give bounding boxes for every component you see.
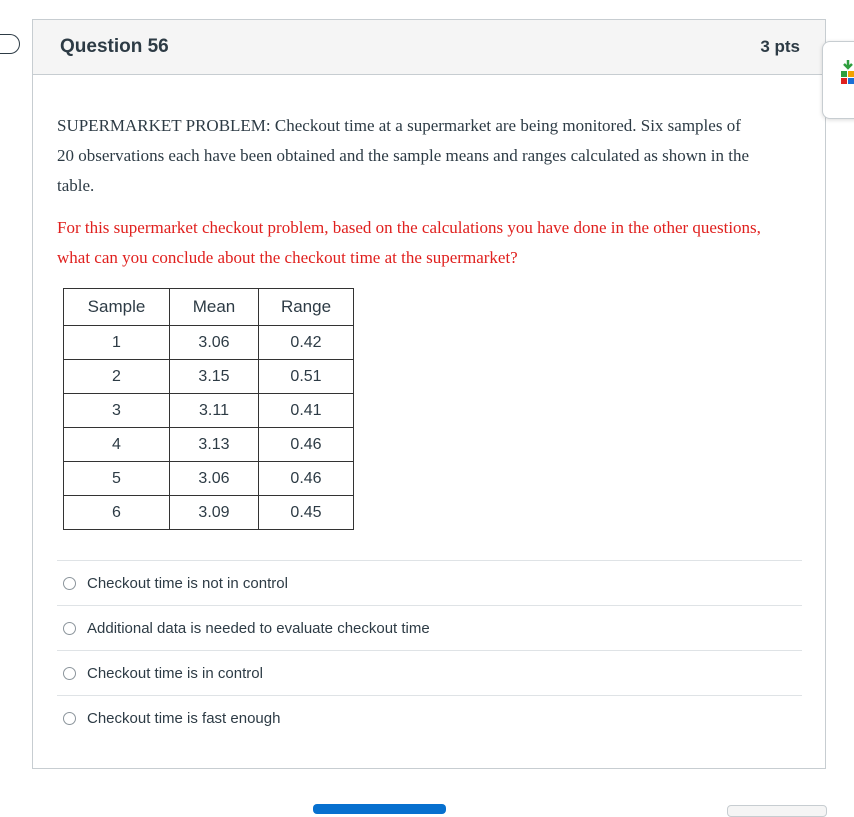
add-on-button[interactable] [822, 41, 854, 119]
question-points: 3 pts [760, 37, 800, 56]
question-title: Question 56 [60, 36, 169, 57]
column-header-range: Range [259, 289, 354, 326]
mean-cell: 3.09 [170, 496, 259, 530]
mean-cell: 3.06 [170, 326, 259, 360]
answer-list [57, 560, 802, 740]
answer-option-additional-data[interactable] [57, 605, 802, 650]
table-row [64, 394, 354, 428]
mean-cell: 3.13 [170, 428, 259, 462]
answer-option-fast-enough[interactable] [57, 695, 802, 740]
answer-label: Checkout time is not in control [87, 574, 288, 592]
column-header-sample: Sample [64, 289, 170, 326]
range-cell: 0.42 [259, 326, 354, 360]
sample-cell: 1 [64, 326, 170, 360]
table-row [64, 462, 354, 496]
mean-cell: 3.15 [170, 360, 259, 394]
answer-label: Checkout time is in control [87, 664, 263, 682]
radio-button[interactable] [63, 712, 76, 725]
next-button[interactable] [313, 804, 446, 814]
radio-button[interactable] [63, 667, 76, 680]
answer-option-in-control[interactable] [57, 650, 802, 695]
radio-button[interactable] [63, 622, 76, 635]
radio-button[interactable] [63, 577, 76, 590]
question-header [33, 20, 825, 75]
range-cell: 0.51 [259, 360, 354, 394]
secondary-button[interactable] [727, 805, 827, 817]
data-table [63, 288, 354, 530]
sample-cell: 2 [64, 360, 170, 394]
answer-label: Additional data is needed to evaluate checkout time [87, 619, 430, 637]
range-cell: 0.45 [259, 496, 354, 530]
sample-cell: 5 [64, 462, 170, 496]
table-row [64, 428, 354, 462]
sample-cell: 4 [64, 428, 170, 462]
sample-cell: 3 [64, 394, 170, 428]
column-header-mean: Mean [170, 289, 259, 326]
table-row [64, 496, 354, 530]
flag-question-icon[interactable] [0, 34, 20, 54]
mean-cell: 3.11 [170, 394, 259, 428]
table-row [64, 360, 354, 394]
table-header-row [64, 289, 354, 326]
answer-label: Checkout time is fast enough [87, 709, 281, 727]
question-card [32, 19, 826, 769]
range-cell: 0.46 [259, 462, 354, 496]
answer-option-not-in-control[interactable] [57, 560, 802, 605]
question-prompt: For this supermarket checkout problem, based on the calculations you have done in the other questions, what can you conclude about the checkout time at the supermarket? [57, 218, 761, 267]
mean-cell: 3.06 [170, 462, 259, 496]
add-on-icon [841, 60, 854, 90]
question-body [33, 75, 825, 740]
question-text: SUPERMARKET PROBLEM: Checkout time at a supermarket are being monitored. Six samples of 20 observations each have been obtained and the sample means and ranges calculated as shown in the table. [57, 116, 750, 195]
range-cell: 0.46 [259, 428, 354, 462]
sample-cell: 6 [64, 496, 170, 530]
table-row [64, 326, 354, 360]
range-cell: 0.41 [259, 394, 354, 428]
